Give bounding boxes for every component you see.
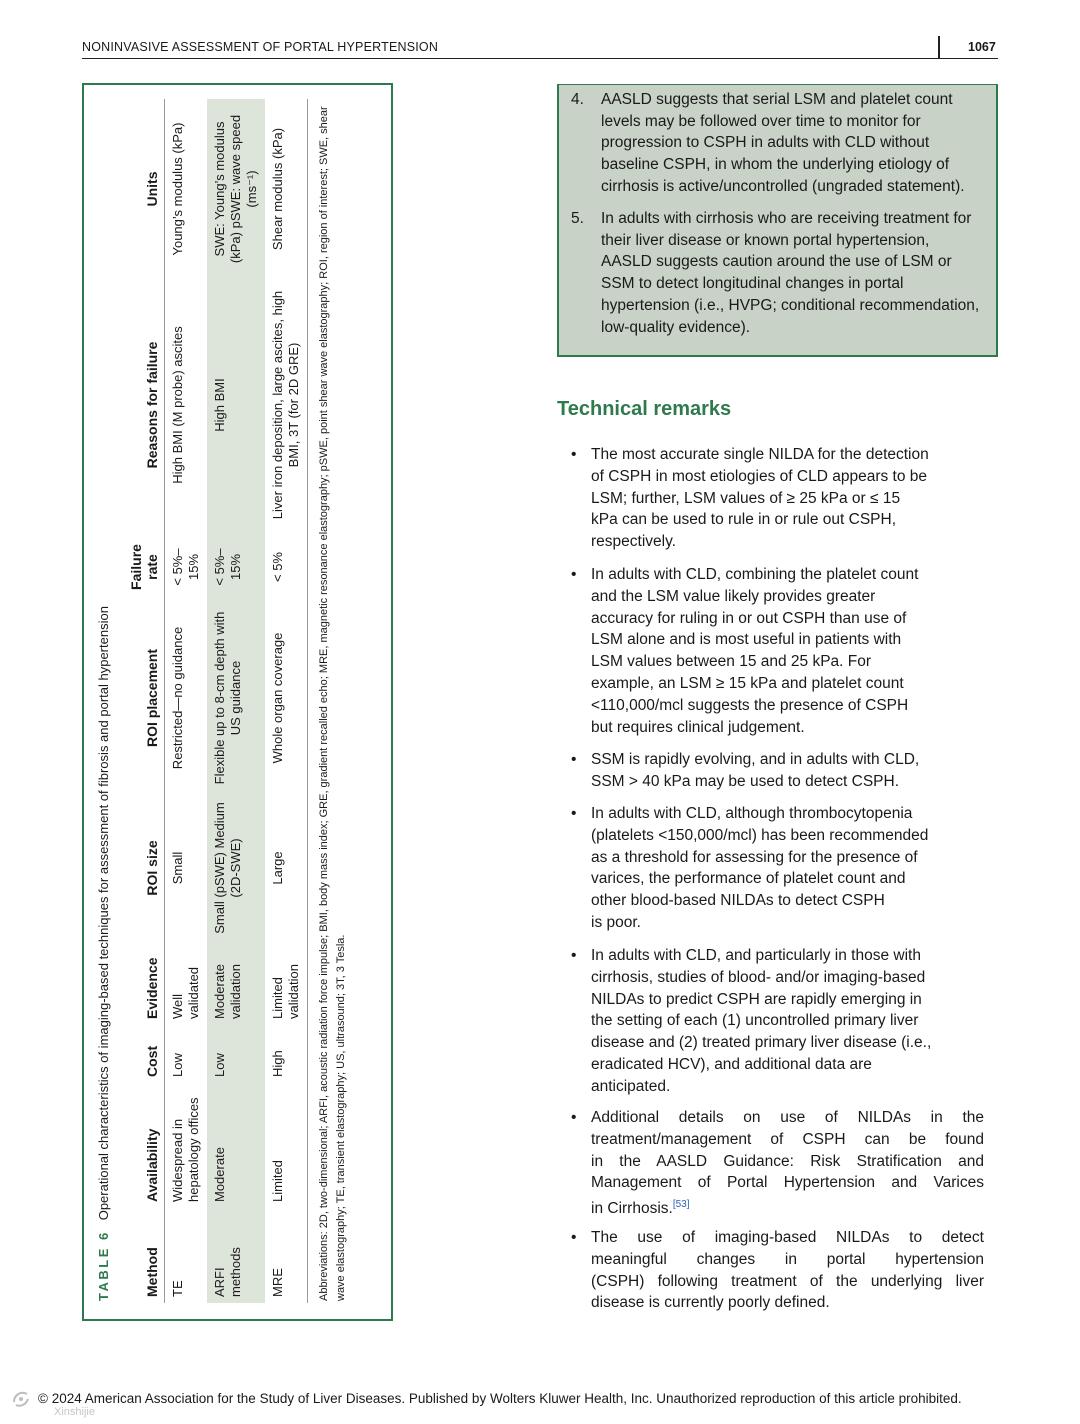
bullet-line: cirrhosis, studies of blood- and/or imaging-based	[591, 968, 926, 986]
cell-availability: Limited	[270, 1160, 285, 1202]
bullet-line	[591, 1194, 984, 1220]
col-header: ROI placement	[144, 648, 160, 748]
cell-units: Young’s modulus (kPa)	[170, 122, 185, 256]
col-header: ROI size	[144, 840, 160, 896]
cell-roi-size: Large	[270, 851, 285, 885]
bullet-line: but requires clinical judgement.	[591, 718, 805, 736]
bullet-line: NILDAs to predict CSPH are rapidly emerging in	[591, 990, 922, 1008]
header-rule	[82, 58, 998, 59]
bullet-item	[571, 1227, 984, 1314]
cell-availability: Widespread in hepatology offices	[170, 1097, 201, 1202]
page-number: 1067	[968, 40, 996, 54]
table-6	[122, 99, 308, 1303]
bullet-line: The most accurate single NILDA for the detection	[591, 446, 929, 463]
cell-method: MRE	[270, 1268, 285, 1297]
table-row	[265, 99, 308, 1303]
cell-units: SWE: Young’s modulus (kPa) pSWE: wave speed (ms⁻¹)	[207, 99, 265, 279]
bullet-line: Management of Portal Hypertension and Varices	[591, 1174, 984, 1192]
bullet-line: of CSPH in most etiologies of CLD appears to be	[591, 467, 928, 485]
bullet-line: LSM alone and is most useful in patients with	[591, 631, 902, 649]
cell-failure-rate: < 5%	[270, 552, 285, 582]
bullet-line: meaningful changes in portal hypertension	[591, 1250, 984, 1268]
reference-link[interactable]: [53]	[672, 1199, 690, 1211]
bullet-item	[571, 1107, 984, 1220]
table-title	[96, 606, 111, 1301]
bullet-text	[591, 803, 984, 934]
bullet-line: disease is currently poorly defined.	[591, 1294, 830, 1312]
bullet-dot: •	[571, 1109, 577, 1126]
cell-reasons: Liver iron deposition, large ascites, high BMI, 3T (for 2D GRE)	[270, 290, 301, 520]
bullet-line: treatment/management of CSPH can be found	[591, 1130, 984, 1148]
table-header-row	[122, 99, 165, 1303]
bullet-dot: •	[571, 446, 577, 463]
cell-availability: Moderate	[207, 1083, 265, 1208]
cell-evidence: Limited validation	[270, 964, 301, 1019]
bullet-line: the setting of each (1) uncontrolled primary liver	[591, 1012, 919, 1030]
bullet-text	[591, 564, 984, 738]
recommendation-box	[557, 84, 998, 357]
cell-roi-placement: Flexible up to 8-cm depth with US guidance	[207, 603, 265, 793]
bullet-dot: •	[571, 947, 577, 964]
bullet-line-text: in Cirrhosis.	[591, 1200, 673, 1218]
table-row	[165, 99, 208, 1303]
bullet-line: disease and (2) treated primary liver disease (i.e.,	[591, 1034, 932, 1052]
cell-failure-rate: < 5%–15%	[170, 548, 201, 586]
table-label: TABLE 6	[96, 1230, 111, 1301]
bullet-line: <110,000/mcl suggests the presence of CSPH	[591, 696, 909, 714]
header-vertical-rule	[938, 36, 940, 58]
bullet-item	[571, 749, 984, 793]
cell-cost: High	[270, 1050, 285, 1077]
bullet-line: is poor.	[591, 913, 641, 931]
bullet-text	[591, 1107, 984, 1220]
cell-failure-rate: < 5%–15%	[207, 531, 265, 603]
bullet-line: in the AASLD Guidance: Risk Stratification and	[591, 1152, 984, 1170]
col-header: Reasons for failure	[144, 341, 160, 469]
watermark-text: Xinshijie	[54, 1406, 95, 1418]
cell-reasons: High BMI	[207, 279, 265, 531]
recommendation-item	[571, 89, 983, 198]
cell-roi-size: Small	[170, 851, 185, 885]
cell-method: ARFI methods	[207, 1208, 265, 1303]
bullet-line: respectively.	[591, 533, 676, 551]
table-footnote: Abbreviations: 2D, two-dimensional; ARFI, acoustic radiation force impulse; BMI, body mass index; GRE, gradient recalled echo; MRE, magnetic resonance elastography; pSWE, point shear wave elastography; ROI, region of interest; SWE, shear wave elastography; TE, transient elastography; US, ultrasound; 3T, 3 Tesla.	[318, 106, 347, 1301]
bullet-dot: •	[571, 1229, 577, 1246]
cell-evidence: Moderate validation	[207, 943, 265, 1025]
col-header: Evidence	[144, 957, 160, 1019]
bullet-line: accuracy for ruling in or out CSPH than use of	[591, 609, 907, 627]
table-row	[207, 99, 265, 1303]
bullet-text	[591, 945, 984, 1098]
bullet-text	[591, 1227, 984, 1314]
section-heading: Technical remarks	[557, 398, 732, 420]
bullet-line: varices, the performance of platelet count and	[591, 870, 906, 888]
cell-cost: Low	[207, 1025, 265, 1083]
table-6-frame	[82, 83, 393, 1321]
recommendation-item	[571, 208, 983, 338]
table-caption: Operational characteristics of imaging-based techniques for assessment of fibrosis and portal hypertension	[96, 606, 111, 1221]
watermark-logo-icon	[10, 1388, 32, 1410]
bullet-item	[571, 444, 984, 553]
cell-roi-placement: Restricted—no guidance	[170, 626, 185, 770]
bullet-dot: •	[571, 805, 577, 822]
bullet-line: LSM values between 15 and 25 kPa. For	[591, 653, 872, 671]
bullet-item	[571, 803, 984, 934]
recommendation-text: In adults with cirrhosis who are receiving treatment for their liver disease or known portal hypertension, AASLD suggests caution around the use of LSM or SSM to detect longitudinal changes in portal hypertension (i.e., HVPG; conditional recommendation, low-quality evidence).	[601, 210, 980, 336]
bullet-line: kPa can be used to rule in or rule out CSPH,	[591, 511, 896, 529]
bullet-line: (CSPH) following treatment of the underlying liver	[591, 1272, 984, 1290]
bullet-item	[571, 564, 984, 738]
copyright-footer: © 2024 American Association for the Study of Liver Diseases. Published by Wolters Kluwer Health, Inc. Unauthorized reproduction of this article prohibited.	[38, 1391, 962, 1406]
recommendation-number: 5.	[571, 210, 584, 227]
cell-cost: Low	[170, 1053, 185, 1077]
cell-evidence: Well validated	[170, 966, 201, 1019]
bullet-line: other blood-based NILDAs to detect CSPH	[591, 892, 885, 910]
bullet-line: SSM > 40 kPa may be used to detect CSPH.	[591, 772, 900, 790]
bullet-line: eradicated HCV), and additional data are	[591, 1055, 872, 1073]
bullet-dot: •	[571, 751, 577, 768]
cell-method: TE	[170, 1280, 185, 1297]
cell-roi-size: Small (pSWE) Medium (2D-SWE)	[207, 793, 265, 943]
bullet-line: In adults with CLD, and particularly in those with	[591, 947, 921, 964]
bullet-line: anticipated.	[591, 1077, 671, 1095]
col-header: Cost	[144, 1045, 160, 1077]
bullet-line: In adults with CLD, although thrombocytopenia	[591, 805, 913, 822]
bullet-line: and the LSM value likely provides greater	[591, 587, 876, 605]
col-header: Availability	[144, 1128, 160, 1202]
bullet-line: SSM is rapidly evolving, and in adults with CLD,	[591, 751, 920, 768]
bullet-text	[591, 444, 984, 553]
bullet-text	[591, 749, 984, 793]
bullet-item	[571, 945, 984, 1098]
col-header: Units	[144, 171, 160, 207]
col-header: Failure rate	[128, 544, 160, 590]
cell-roi-placement: Whole organ coverage	[270, 632, 285, 764]
cell-units: Shear modulus (kPa)	[270, 127, 285, 251]
bullet-line: LSM; further, LSM values of ≥ 25 kPa or ≤ 15	[591, 489, 901, 507]
running-head: NONINVASIVE ASSESSMENT OF PORTAL HYPERTENSION	[82, 40, 439, 54]
cell-reasons: High BMI (M probe) ascites	[170, 326, 185, 484]
col-header: Method	[144, 1247, 160, 1297]
bullet-line: The use of imaging-based NILDAs to detect	[591, 1229, 984, 1246]
table-6-rotated	[84, 85, 391, 1319]
bullet-line: Additional details on use of NILDAs in the	[591, 1109, 984, 1126]
recommendation-number: 4.	[571, 91, 584, 108]
bullet-line: (platelets <150,000/mcl) has been recommended	[591, 826, 929, 844]
bullet-dot: •	[571, 566, 577, 583]
bullet-line: In adults with CLD, combining the platelet count	[591, 566, 919, 583]
bullet-line: as a threshold for assessing for the presence of	[591, 848, 918, 866]
recommendation-text: AASLD suggests that serial LSM and platelet count levels may be followed over time to monitor for progression to CSPH in adults with CLD without baseline CSPH, in whom the underlying etiology of cirrhosis is active/uncontrolled (ungraded statement).	[601, 91, 965, 195]
bullet-line: example, an LSM ≥ 15 kPa and platelet count	[591, 674, 904, 692]
